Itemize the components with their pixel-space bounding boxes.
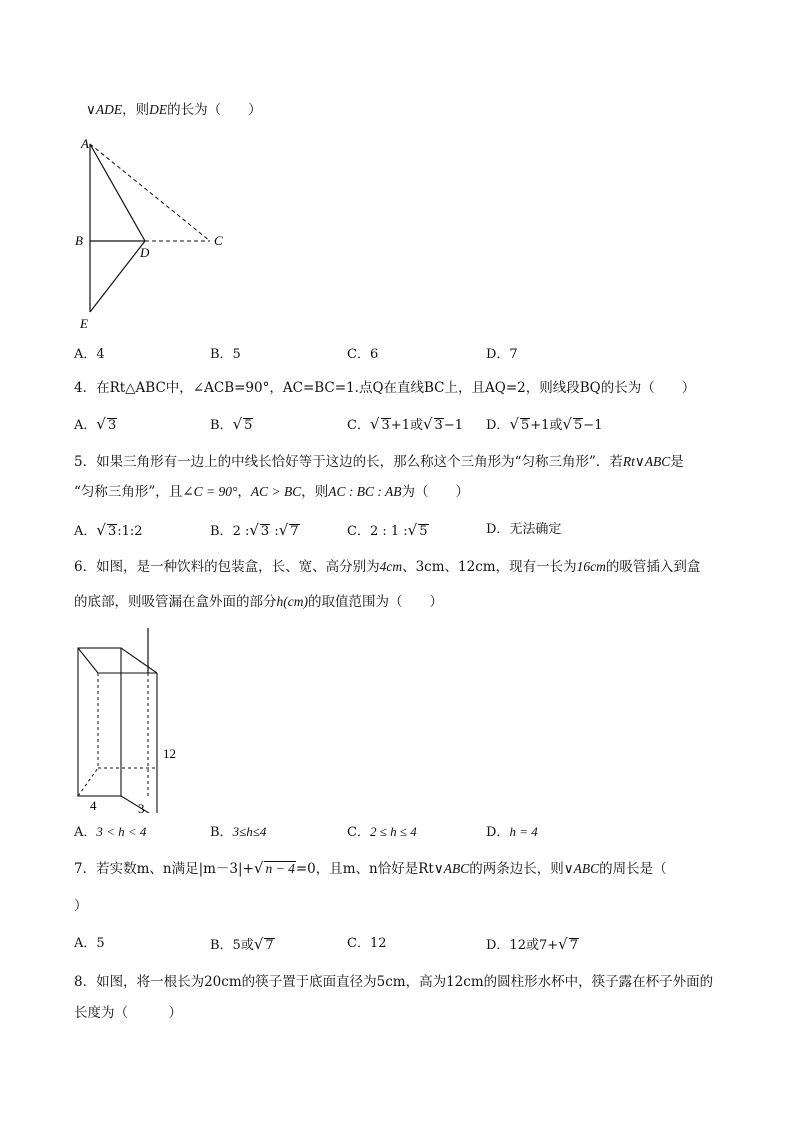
q7-option-b[interactable]: B．5或√ 7	[210, 935, 274, 953]
q7-option-c[interactable]: C．12	[347, 936, 387, 951]
q5-option-b[interactable]: B．2 :√ 3 :√ 7	[210, 521, 299, 539]
triangle-figure	[70, 132, 250, 337]
q6-option-d[interactable]: D．h = 4	[486, 824, 538, 840]
q4-option-b[interactable]: B．√ 5	[210, 415, 253, 433]
q6-stem-line1: 6．如图，是一种饮料的包装盒，长、宽、高分别为4cm、3cm、12cm，现有一长为16cm的吸管插入到盒	[74, 559, 701, 575]
box-label-3: 3	[138, 801, 145, 813]
label-b: B	[75, 233, 83, 248]
q6-stem-line2: 的底部，则吸管漏在盒外面的部分h(cm)的取值范围为（ ）	[74, 594, 443, 610]
q5-option-a[interactable]: A．√ 3:1:2	[74, 521, 143, 539]
q3-option-d[interactable]: D．7	[486, 347, 518, 362]
box-label-12: 12	[163, 746, 176, 761]
q4-option-c[interactable]: C．√ 3+1或√ 3−1	[347, 415, 463, 433]
q3-option-b[interactable]: B．5	[210, 347, 241, 362]
box-label-4: 4	[90, 798, 97, 813]
q5-stem-line1: 5．如果三角形有一边上的中线长恰好等于这边的长，那么称这个三角形为“匀称三角形”．若Rt∨ABC是	[74, 454, 684, 470]
q3-option-a[interactable]: A．4	[74, 347, 105, 362]
q7-option-d[interactable]: D．12或7+√ 7	[486, 935, 578, 953]
q6-option-b[interactable]: B．3≤h≤4	[210, 824, 267, 840]
label-a: A	[81, 136, 89, 151]
q4-option-a[interactable]: A．√ 3	[74, 415, 117, 433]
q7-stem-line2: ）	[74, 898, 88, 914]
box-figure	[60, 628, 200, 813]
q8-stem-line1: 8．如图，将一根长为20cm的筷子置于底面直径为5cm，高为12cm的圆柱形水杯中，筷子露在杯子外面的	[74, 974, 714, 990]
q3-option-c[interactable]: C．6	[347, 347, 379, 362]
q5-stem-line2: “匀称三角形”，且∠C = 90°，AC > BC，则AC : BC : AB为（ ）	[74, 484, 470, 500]
q8-stem-line2: 长度为（ ）	[74, 1005, 182, 1021]
label-e: E	[80, 316, 88, 331]
label-c: C	[214, 233, 223, 248]
q7-option-a[interactable]: A．5	[74, 936, 105, 951]
q7-stem-line1: 7．若实数m、n满足|m－3|+√ n − 4=0，且m、n恰好是Rt∨ABC的两条边长，则∨ABC的周长是（	[74, 859, 667, 877]
q5-option-c[interactable]: C．2 : 1 :√ 5	[347, 521, 428, 539]
q5-option-d[interactable]: D．无法确定	[486, 522, 562, 537]
q6-option-a[interactable]: A．3 < h < 4	[74, 824, 147, 840]
q4-option-d[interactable]: D．√ 5+1或√ 5−1	[486, 415, 603, 433]
label-d: D	[140, 245, 150, 260]
q4-stem: 4．在Rt△ABC中，∠ACB=90°，AC=BC=1.点Q在直线BC上，且AQ=2，则线段BQ的长为（ ）	[74, 380, 696, 396]
q6-option-c[interactable]: C．2 ≤ h ≤ 4	[347, 824, 417, 840]
q3-stem-tail: ∨ADE，则DE的长为（ ）	[86, 102, 262, 118]
